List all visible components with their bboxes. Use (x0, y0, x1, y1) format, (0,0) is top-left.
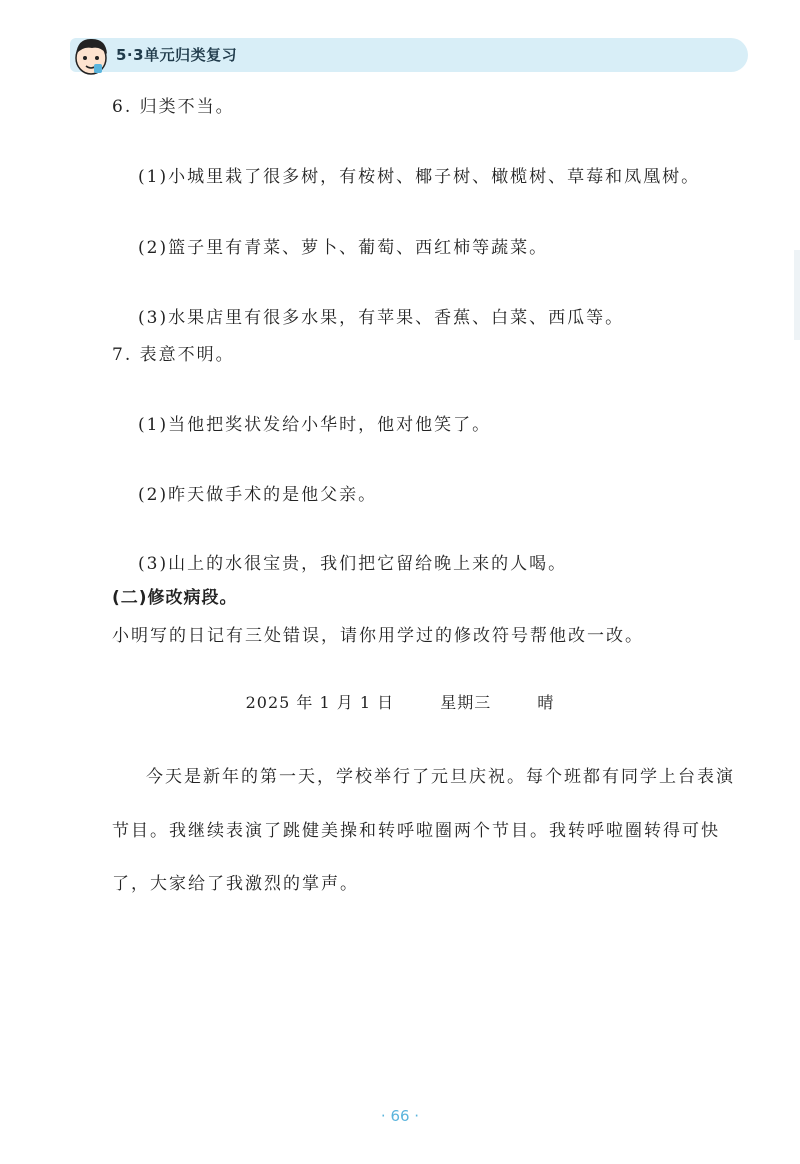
q6-heading: 6. 归类不当。 (112, 97, 235, 117)
q7-item-1: (1)当他把奖状发给小华时，他对他笑了。 (138, 415, 492, 435)
q7-item-2: (2)昨天做手术的是他父亲。 (138, 485, 378, 505)
diary-line-1: 今天是新年的第一天，学校举行了元旦庆祝。每个班都有同学上台表演 (146, 767, 735, 787)
q6-item-2: (2)篮子里有青菜、萝卜、葡萄、西红柿等蔬菜。 (138, 238, 549, 258)
section2-heading: (二)修改病段。 (112, 588, 238, 608)
diary-date-line (0, 690, 800, 713)
mascot-icon (70, 34, 112, 78)
q7-heading: 7. 表意不明。 (112, 345, 235, 365)
diary-line-2: 节目。我继续表演了跳健美操和转呼啦圈两个节目。我转呼啦圈转得可快 (112, 821, 720, 841)
q6-item-3: (3)水果店里有很多水果，有苹果、香蕉、白菜、西瓜等。 (138, 308, 625, 328)
diary-date: 2025 年 1 月 1 日 (245, 693, 395, 712)
page-edge-mark (794, 250, 800, 340)
page-number: · 66 · (380, 1107, 420, 1125)
q7-item-3: (3)山上的水很宝贵，我们把它留给晚上来的人喝。 (138, 554, 568, 574)
diary-weekday: 星期三 (440, 693, 492, 712)
section2-instruction: 小明写的日记有三处错误，请你用学过的修改符号帮他改一改。 (112, 626, 644, 646)
header-title: 5·3单元归类复习 (116, 46, 238, 64)
diary-line-3: 了，大家给了我激烈的掌声。 (112, 874, 359, 894)
q6-item-1: (1)小城里栽了很多树，有桉树、椰子树、橄榄树、草莓和凤凰树。 (138, 167, 701, 187)
diary-weather: 晴 (537, 693, 555, 712)
